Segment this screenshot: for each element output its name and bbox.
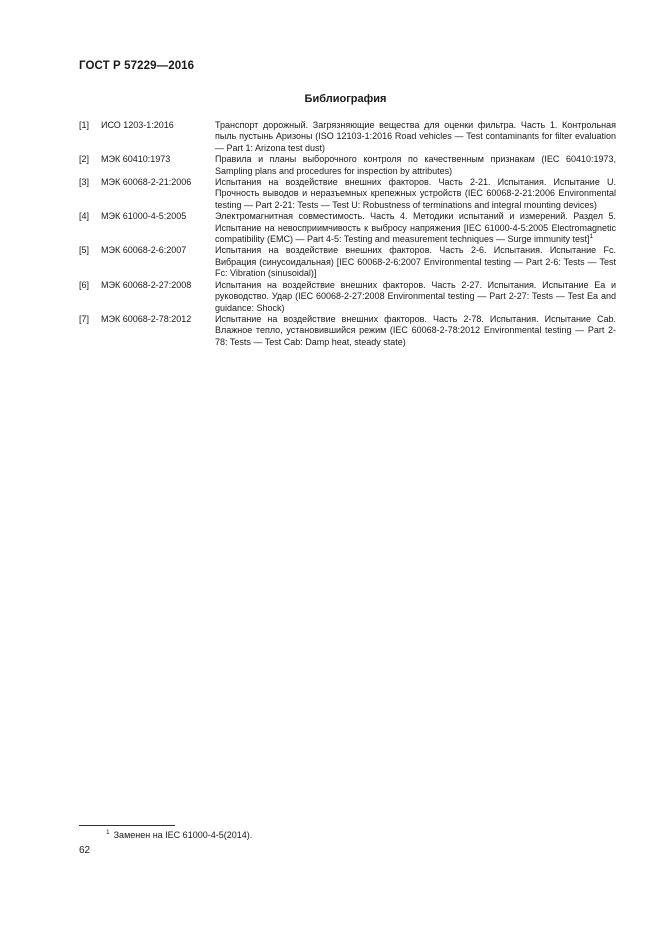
footnote-mark: 1 <box>106 829 110 836</box>
entry-description-text: Испытание на воздействие внешних факторов. Часть 2-78. Испытания. Испытание Cab. Влажное тепло, установившийся режим (IEC 60068-2-78:2012 Environmental testing — Part 2-78: Tests — Test Cab: Damp heat, steady state) <box>215 313 616 347</box>
entry-standard: МЭК 60068-2-27:2008 <box>101 279 192 290</box>
entry-description <box>215 154 616 177</box>
entry-number: [4] <box>79 211 90 222</box>
entry-description-text: Испытания на воздействие внешних факторов. Часть 2-6. Испытания. Испытание Fc. Вибрация (синусоидальная) [IEC 60068-2-6:2007 Environmental testing — Part 2-6: Tests — Test Fc: Vibration (sinusoidal)] <box>215 245 616 279</box>
entry-description <box>215 314 616 348</box>
bibliography-list <box>79 120 616 348</box>
bibliography-entry <box>79 211 616 245</box>
document-id: ГОСТ Р 57229—2016 <box>79 60 195 72</box>
entry-description <box>215 280 616 314</box>
entry-standard: ИСО 1203-1:2016 <box>101 120 174 130</box>
bibliography-entry <box>79 280 616 314</box>
entry-description-text: Транспорт дорожный. Загрязняющие вещества для оценки фильтра. Часть 1. Контрольная пыль пустынь Аризоны (ISO 12103-1:2016 Road vehicles — Test contaminants for filter evaluation — Part 1: Arizona test dust) <box>215 120 616 153</box>
entry-number: [7] <box>79 313 90 324</box>
footnote-reference: 1 <box>589 233 594 241</box>
entry-description-text: Испытания на воздействие внешних факторов. Часть 2-27. Испытания. Испытание Ea и руководство. Удар (IEC 60068-2-27:2008 Environmental testing — Part 2-27: Tests — Test Ea and guidance: Shock) <box>215 279 616 313</box>
entry-standard: МЭК 61000-4-5:2005 <box>101 211 187 222</box>
entry-standard: МЭК 60068-2-78:2012 <box>101 313 192 324</box>
footnote-text: Заменен на IEC 61000-4-5(2014). <box>113 830 253 840</box>
bibliography-entry <box>79 154 616 177</box>
entry-description-text: Испытания на воздействие внешних факторов. Часть 2-21. Испытания. Испытание U. Прочность выводов и неразъемных крепежных устройств (IEC 60068-2-21:2006 Environmental testing — Part 2-21: Tests — Test U: Robustness of terminations and integral mounting devices) <box>215 177 616 210</box>
entry-number: [6] <box>79 279 90 290</box>
bibliography-entry <box>79 120 616 154</box>
entry-standard: МЭК 60068-2-6:2007 <box>101 245 187 256</box>
entry-number: [2] <box>79 154 90 165</box>
footnote <box>106 829 252 840</box>
entry-description-text: Правила и планы выборочного контроля по качественным признакам (IEC 60410:1973, Sampling plans and procedures for inspection by attributes) <box>215 154 616 176</box>
page-number: 62 <box>79 845 91 856</box>
entry-standard: МЭК 60410:1973 <box>101 154 171 165</box>
entry-standard: МЭК 60068-2-21:2006 <box>101 177 192 188</box>
entry-description <box>215 245 616 279</box>
entry-description <box>215 177 616 211</box>
entry-number: [1] <box>79 120 90 130</box>
entry-number: [3] <box>79 177 90 188</box>
entry-number: [5] <box>79 245 90 256</box>
entry-description-text: Электромагнитная совместимость. Часть 4. Методики испытаний и измерений. Раздел 5. Испытание на невосприимчивость к выбросу напряжения [IEC 61000-4-5:2005 Electromagnetic compatibility (EMC) — Part 4-5: Testing and measurement techniques — Surge immunity test] <box>215 211 616 245</box>
entry-description <box>215 211 616 245</box>
footnote-divider <box>79 825 175 826</box>
bibliography-entry <box>79 177 616 211</box>
bibliography-entry <box>79 314 616 348</box>
section-title: Библиография <box>304 93 387 105</box>
bibliography-entry <box>79 245 616 279</box>
entry-description <box>215 120 616 154</box>
